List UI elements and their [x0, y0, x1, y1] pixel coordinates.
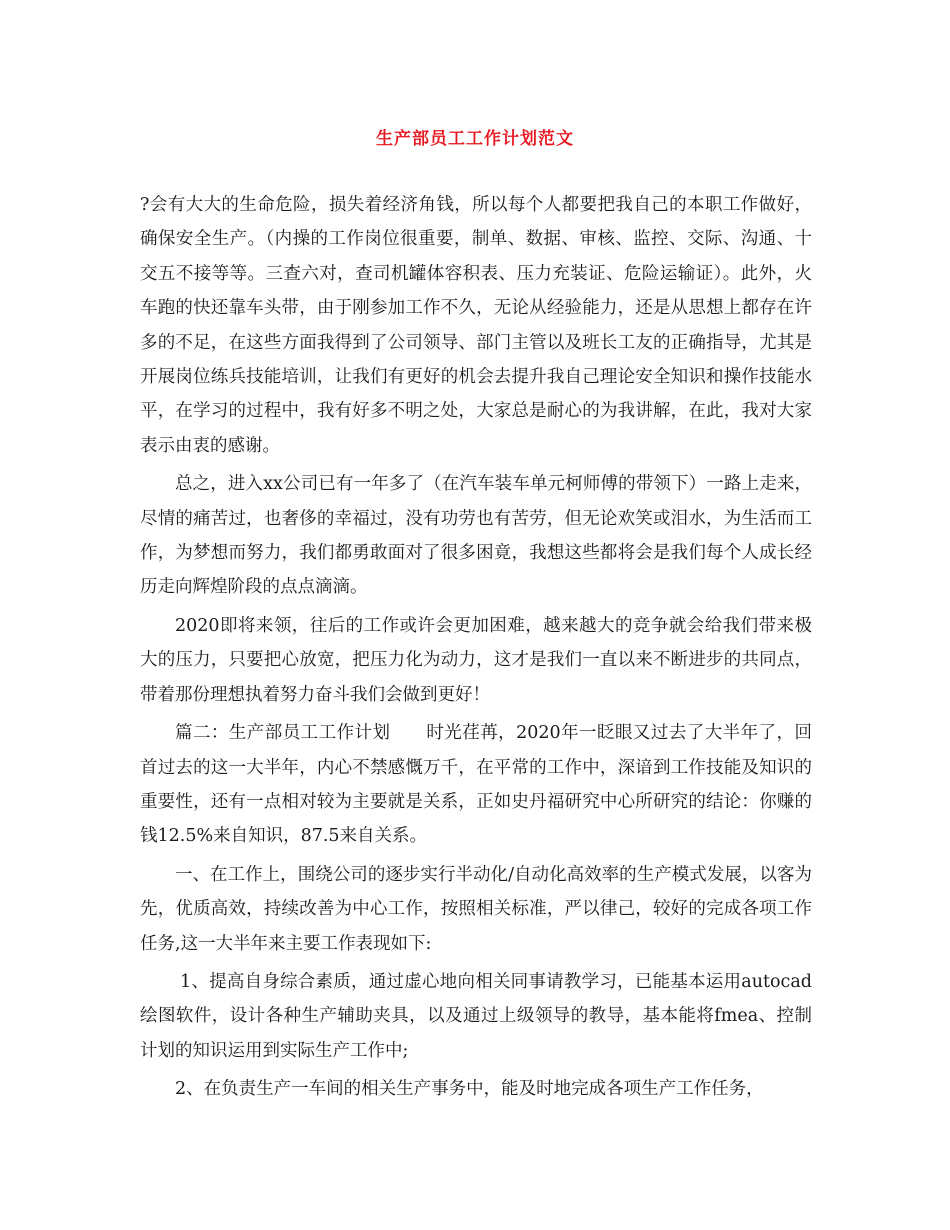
paragraph-4: 篇二：生产部员工工作计划 时光荏苒，2020年一眨眼又过去了大半年了，回首过去的这一大半年，内心不禁感慨万千，在平常的工作中，深谙到工作技能及知识的重要性，还有一点相对较为主要就是关系，正如史丹福研究中心所研究的结论：你赚的钱12.5%来自知识，87.5来自关系。 [140, 723, 812, 847]
document-body [140, 188, 812, 1111]
paragraph-5: 一、在工作上，围绕公司的逐步实行半动化/自动化高效率的生产模式发展，以客为先，优质高效，持续改善为中心工作，按照相关标准，严以律己，较好的完成各项工作任务,这一大半年来主要工作表现如下: [140, 864, 812, 954]
paragraph-3: 2020即将来领，往后的工作或许会更加困难，越来越大的竞争就会给我们带来极大的压力，只要把心放宽，把压力化为动力，这才是我们一直以来不断进步的共同点，带着那份理想执着努力奋斗我们会做到更好！ [140, 615, 812, 705]
paragraph-1: ?会有大大的生命危险，损失着经济角钱，所以每个人都要把我自己的本职工作做好，确保安全生产。（内操的工作岗位很重要，制单、数据、审核、监控、交际、沟通、十交五不接等等。三查六对，查司机罐体容积表、压力充装证、危险运输证）。此外，火车跑的快还靠车头带，由于刚参加工作不久，无论从经验能力，还是从思想上都存在许多的不足，在这些方面我得到了公司领导、部门主管以及班长工友的正确指导，尤其是开展岗位练兵技能培训，让我们有更好的机会去提升我自己理论安全知识和操作技能水平，在学习的过程中，我有好多不明之处，大家总是耐心的为我讲解，在此，我对大家表示由衷的感谢。 [140, 195, 812, 456]
paragraph-6: 1、提高自身综合素质，通过虚心地向相关同事请教学习，已能基本运用autocad绘图软件，设计各种生产辅助夹具，以及通过上级领导的教导，基本能将fmea、控制计划的知识运用到实际生产工作中; [140, 971, 812, 1061]
paragraph-7: 2、在负责生产一车间的相关生产事务中，能及时地完成各项生产工作任务， [175, 1079, 764, 1100]
paragraph-2: 总之，进入xx公司已有一年多了（在汽车装车单元柯师傅的带领下）一路上走来，尽情的痛苦过，也奢侈的幸福过，没有功劳也有苦劳，但无论欢笑或泪水，为生活而工作，为梦想而努力，我们都勇敢面对了很多困竟，我想这些都将会是我们每个人成长经历走向辉煌阶段的点点滴滴。 [140, 474, 812, 598]
document-title: 生产部员工工作计划范文 [376, 129, 574, 149]
